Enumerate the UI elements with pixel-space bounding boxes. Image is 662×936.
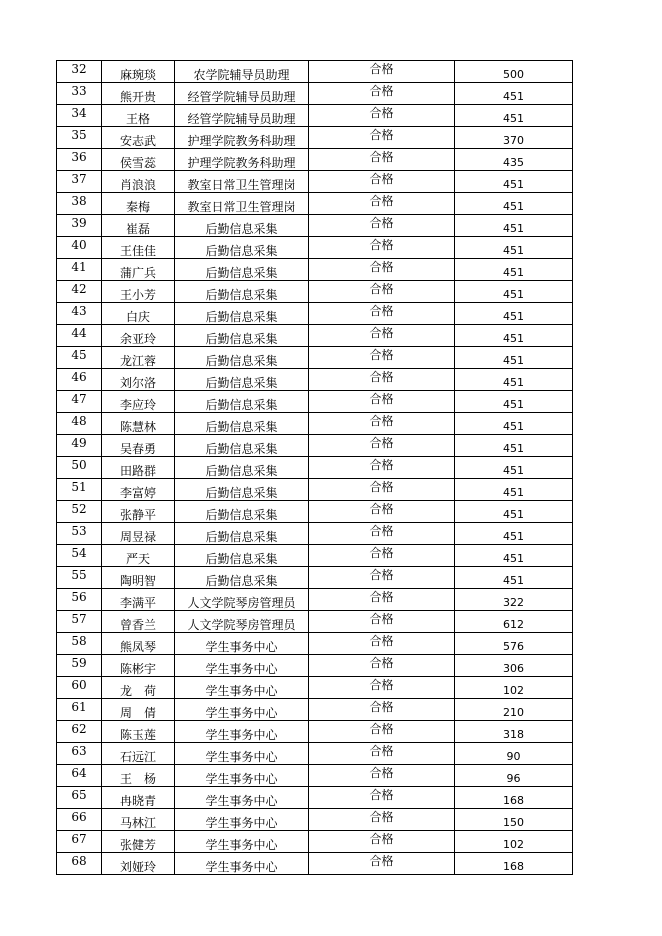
name-cell: 侯雪蕊 [102,149,175,171]
post-cell: 后勤信息采集 [175,215,309,237]
result-cell: 合格 [309,347,455,369]
amount-cell: 451 [455,567,573,589]
post-cell: 后勤信息采集 [175,369,309,391]
post-cell: 后勤信息采集 [175,567,309,589]
amount-cell: 451 [455,413,573,435]
data-table [56,60,573,875]
post-cell: 经管学院辅导员助理 [175,105,309,127]
amount-cell: 451 [455,105,573,127]
post-cell: 学生事务中心 [175,633,309,655]
post-cell: 后勤信息采集 [175,435,309,457]
amount-cell: 612 [455,611,573,633]
result-cell: 合格 [309,677,455,699]
post-cell: 后勤信息采集 [175,303,309,325]
row-number-cell: 37 [57,171,102,193]
table-row [57,413,573,435]
name-cell: 秦梅 [102,193,175,215]
table-row [57,303,573,325]
amount-cell: 96 [455,765,573,787]
amount-cell: 451 [455,391,573,413]
result-cell: 合格 [309,369,455,391]
amount-cell: 451 [455,281,573,303]
row-number-cell: 66 [57,809,102,831]
row-number-cell: 45 [57,347,102,369]
table-row [57,105,573,127]
post-cell: 后勤信息采集 [175,391,309,413]
result-cell: 合格 [309,567,455,589]
row-number-cell: 36 [57,149,102,171]
result-cell: 合格 [309,105,455,127]
amount-cell: 168 [455,853,573,875]
name-cell: 熊开贵 [102,83,175,105]
result-cell: 合格 [309,171,455,193]
result-cell: 合格 [309,501,455,523]
post-cell: 后勤信息采集 [175,479,309,501]
name-cell: 周昱禄 [102,523,175,545]
name-cell: 陶明智 [102,567,175,589]
amount-cell: 576 [455,633,573,655]
result-cell: 合格 [309,149,455,171]
post-cell: 后勤信息采集 [175,281,309,303]
name-cell: 王佳佳 [102,237,175,259]
name-cell: 安志武 [102,127,175,149]
name-cell: 石远江 [102,743,175,765]
row-number-cell: 61 [57,699,102,721]
name-cell: 龙 荷 [102,677,175,699]
name-cell: 陈慧林 [102,413,175,435]
table-row [57,545,573,567]
row-number-cell: 40 [57,237,102,259]
result-cell: 合格 [309,655,455,677]
amount-cell: 451 [455,259,573,281]
result-cell: 合格 [309,237,455,259]
table-row [57,831,573,853]
name-cell: 张静平 [102,501,175,523]
row-number-cell: 58 [57,633,102,655]
row-number-cell: 41 [57,259,102,281]
row-number-cell: 49 [57,435,102,457]
amount-cell: 306 [455,655,573,677]
table-row [57,765,573,787]
post-cell: 学生事务中心 [175,655,309,677]
name-cell: 陈玉莲 [102,721,175,743]
table-row [57,567,573,589]
row-number-cell: 51 [57,479,102,501]
row-number-cell: 42 [57,281,102,303]
name-cell: 肖浪浪 [102,171,175,193]
amount-cell: 451 [455,83,573,105]
result-cell: 合格 [309,699,455,721]
post-cell: 教室日常卫生管理岗 [175,171,309,193]
amount-cell: 210 [455,699,573,721]
result-cell: 合格 [309,633,455,655]
result-cell: 合格 [309,765,455,787]
row-number-cell: 63 [57,743,102,765]
amount-cell: 451 [455,325,573,347]
table-row [57,721,573,743]
table-row [57,281,573,303]
row-number-cell: 47 [57,391,102,413]
row-number-cell: 34 [57,105,102,127]
table-row [57,435,573,457]
table-row [57,149,573,171]
result-cell: 合格 [309,193,455,215]
result-cell: 合格 [309,545,455,567]
row-number-cell: 56 [57,589,102,611]
row-number-cell: 59 [57,655,102,677]
post-cell: 后勤信息采集 [175,545,309,567]
table-row [57,787,573,809]
row-number-cell: 60 [57,677,102,699]
row-number-cell: 68 [57,853,102,875]
name-cell: 蒲广兵 [102,259,175,281]
post-cell: 后勤信息采集 [175,457,309,479]
table-row [57,127,573,149]
result-cell: 合格 [309,523,455,545]
post-cell: 后勤信息采集 [175,237,309,259]
name-cell: 李满平 [102,589,175,611]
name-cell: 王格 [102,105,175,127]
amount-cell: 90 [455,743,573,765]
row-number-cell: 48 [57,413,102,435]
post-cell: 学生事务中心 [175,743,309,765]
row-number-cell: 39 [57,215,102,237]
post-cell: 后勤信息采集 [175,413,309,435]
amount-cell: 102 [455,677,573,699]
row-number-cell: 33 [57,83,102,105]
name-cell: 曾香兰 [102,611,175,633]
row-number-cell: 35 [57,127,102,149]
amount-cell: 318 [455,721,573,743]
result-cell: 合格 [309,215,455,237]
amount-cell: 451 [455,457,573,479]
row-number-cell: 67 [57,831,102,853]
name-cell: 田路群 [102,457,175,479]
post-cell: 学生事务中心 [175,787,309,809]
row-number-cell: 64 [57,765,102,787]
post-cell: 后勤信息采集 [175,347,309,369]
amount-cell: 102 [455,831,573,853]
row-number-cell: 52 [57,501,102,523]
amount-cell: 451 [455,501,573,523]
post-cell: 护理学院教务科助理 [175,149,309,171]
amount-cell: 451 [455,545,573,567]
table-row [57,193,573,215]
result-cell: 合格 [309,259,455,281]
row-number-cell: 53 [57,523,102,545]
table-row [57,655,573,677]
result-cell: 合格 [309,809,455,831]
name-cell: 李富婷 [102,479,175,501]
name-cell: 王小芳 [102,281,175,303]
post-cell: 学生事务中心 [175,765,309,787]
amount-cell: 168 [455,787,573,809]
name-cell: 马林江 [102,809,175,831]
table-row [57,237,573,259]
row-number-cell: 65 [57,787,102,809]
post-cell: 经管学院辅导员助理 [175,83,309,105]
table-row [57,853,573,875]
result-cell: 合格 [309,281,455,303]
result-cell: 合格 [309,413,455,435]
post-cell: 后勤信息采集 [175,501,309,523]
result-cell: 合格 [309,325,455,347]
name-cell: 周 倩 [102,699,175,721]
table-row [57,391,573,413]
amount-cell: 500 [455,61,573,83]
name-cell: 刘尔洛 [102,369,175,391]
amount-cell: 451 [455,215,573,237]
result-cell: 合格 [309,721,455,743]
table-row [57,369,573,391]
table-row [57,523,573,545]
row-number-cell: 55 [57,567,102,589]
table-row [57,215,573,237]
result-cell: 合格 [309,479,455,501]
table-row [57,743,573,765]
result-cell: 合格 [309,435,455,457]
name-cell: 冉晓青 [102,787,175,809]
amount-cell: 451 [455,193,573,215]
post-cell: 人文学院琴房管理员 [175,589,309,611]
post-cell: 人文学院琴房管理员 [175,611,309,633]
table-row [57,501,573,523]
name-cell: 张健芳 [102,831,175,853]
name-cell: 白庆 [102,303,175,325]
table-row [57,325,573,347]
row-number-cell: 50 [57,457,102,479]
amount-cell: 322 [455,589,573,611]
post-cell: 护理学院教务科助理 [175,127,309,149]
row-number-cell: 43 [57,303,102,325]
amount-cell: 451 [455,435,573,457]
name-cell: 李应玲 [102,391,175,413]
post-cell: 学生事务中心 [175,809,309,831]
name-cell: 王 杨 [102,765,175,787]
amount-cell: 451 [455,237,573,259]
amount-cell: 451 [455,369,573,391]
post-cell: 农学院辅导员助理 [175,61,309,83]
row-number-cell: 54 [57,545,102,567]
row-number-cell: 57 [57,611,102,633]
row-number-cell: 62 [57,721,102,743]
table-row [57,699,573,721]
table-row [57,347,573,369]
row-number-cell: 32 [57,61,102,83]
table-row [57,61,573,83]
result-cell: 合格 [309,853,455,875]
amount-cell: 451 [455,171,573,193]
row-number-cell: 46 [57,369,102,391]
name-cell: 刘娅玲 [102,853,175,875]
post-cell: 学生事务中心 [175,699,309,721]
amount-cell: 150 [455,809,573,831]
table-row [57,83,573,105]
row-number-cell: 38 [57,193,102,215]
post-cell: 学生事务中心 [175,831,309,853]
name-cell: 余亚玲 [102,325,175,347]
name-cell: 吴春勇 [102,435,175,457]
result-cell: 合格 [309,391,455,413]
table-row [57,677,573,699]
post-cell: 后勤信息采集 [175,325,309,347]
result-cell: 合格 [309,457,455,479]
amount-cell: 451 [455,479,573,501]
table-row [57,633,573,655]
result-cell: 合格 [309,303,455,325]
amount-cell: 435 [455,149,573,171]
post-cell: 学生事务中心 [175,853,309,875]
amount-cell: 451 [455,303,573,325]
result-cell: 合格 [309,611,455,633]
table-row [57,171,573,193]
result-cell: 合格 [309,127,455,149]
result-cell: 合格 [309,61,455,83]
table-row [57,259,573,281]
result-cell: 合格 [309,787,455,809]
name-cell: 严天 [102,545,175,567]
table-row [57,479,573,501]
table-row [57,611,573,633]
name-cell: 熊凤琴 [102,633,175,655]
post-cell: 学生事务中心 [175,677,309,699]
result-cell: 合格 [309,589,455,611]
amount-cell: 451 [455,523,573,545]
row-number-cell: 44 [57,325,102,347]
result-cell: 合格 [309,743,455,765]
table-row [57,457,573,479]
result-cell: 合格 [309,83,455,105]
amount-cell: 451 [455,347,573,369]
name-cell: 陈彬宇 [102,655,175,677]
name-cell: 龙江蓉 [102,347,175,369]
amount-cell: 370 [455,127,573,149]
name-cell: 麻琬琰 [102,61,175,83]
post-cell: 后勤信息采集 [175,523,309,545]
table-row [57,809,573,831]
result-cell: 合格 [309,831,455,853]
post-cell: 教室日常卫生管理岗 [175,193,309,215]
table-row [57,589,573,611]
table-body [57,61,573,875]
post-cell: 后勤信息采集 [175,259,309,281]
name-cell: 崔磊 [102,215,175,237]
post-cell: 学生事务中心 [175,721,309,743]
